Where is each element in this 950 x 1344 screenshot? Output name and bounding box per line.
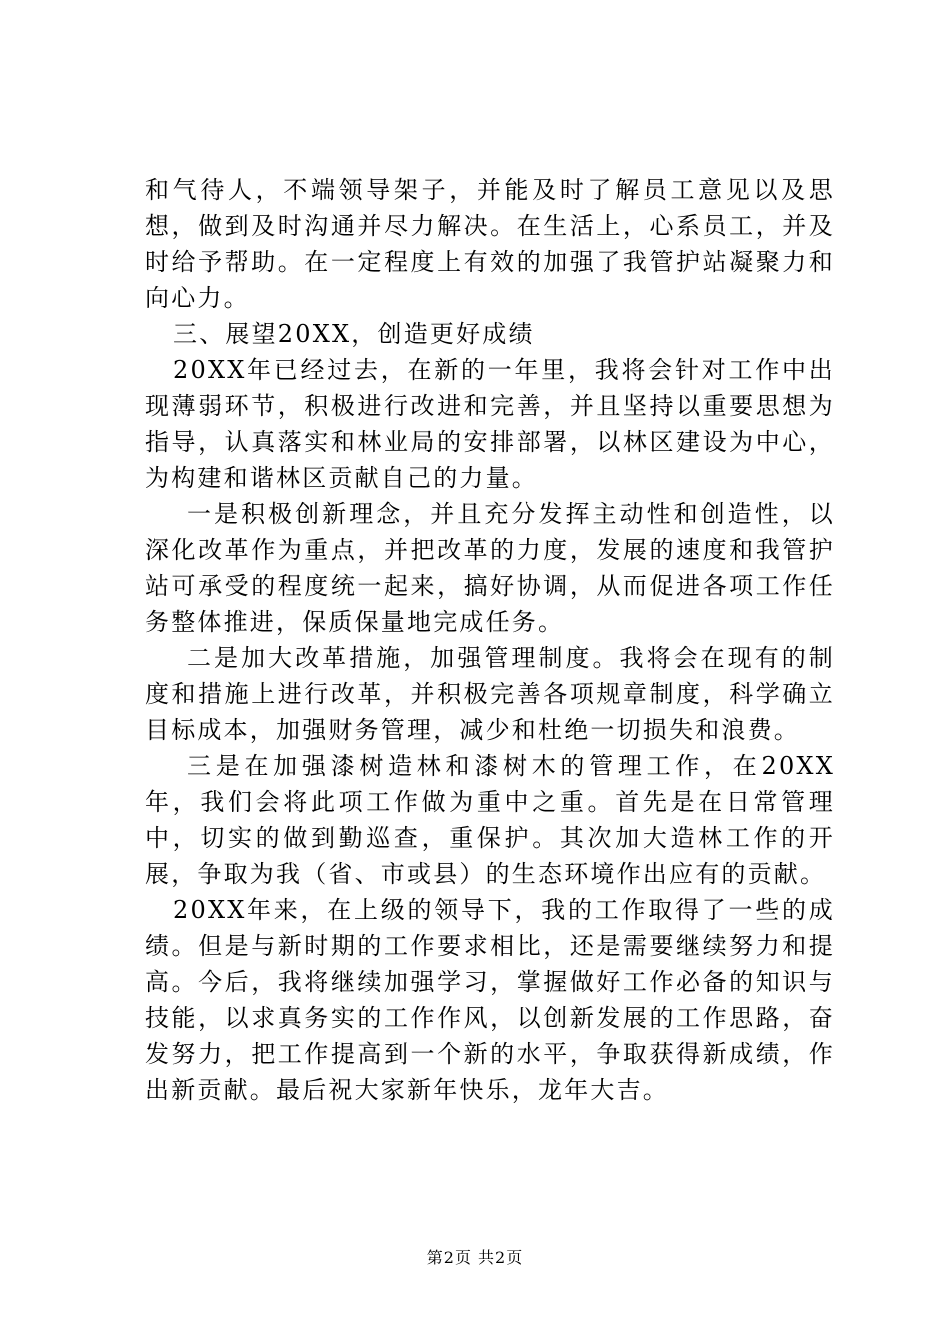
document-body xyxy=(145,172,835,1108)
paragraph-closing: 20XX年来，在上级的领导下，我的工作取得了一些的成绩。但是与新时期的工作要求相比，还是需要继续努力和提高。今后，我将继续加强学习，掌握做好工作必备的知识与技能，以求真务实的工作作风，以创新发展的工作思路，奋发努力，把工作提高到一个新的水平，争取获得新成绩，作出新贡献。最后祝大家新年快乐，龙年大吉。 xyxy=(145,896,835,1104)
paragraph-point-two: 二是加大改革措施，加强管理制度。我将会在现有的制度和措施上进行改革，并积极完善各项规章制度，科学确立目标成本，加强财务管理，减少和杜绝一切损失和浪费。 xyxy=(145,644,835,744)
paragraph-point-one: 一是积极创新理念，并且充分发挥主动性和创造性，以深化改革作为重点，并把改革的力度，发展的速度和我管护站可承受的程度统一起来，搞好协调，从而促进各项工作任务整体推进，保质保量地完成任务。 xyxy=(145,500,835,636)
section-heading-outlook: 三、展望20XX，创造更好成绩 xyxy=(173,320,535,348)
paragraph-point-three: 三是在加强漆树造林和漆树木的管理工作，在20XX年，我们会将此项工作做为重中之重。首先是在日常管理中，切实的做到勤巡查，重保护。其次加大造林工作的开展，争取为我（省、市或县）的生态环境作出应有的贡献。 xyxy=(145,752,835,888)
paragraph-employee-care: 和气待人，不端领导架子，并能及时了解员工意见以及思想，做到及时沟通并尽力解决。在生活上，心系员工，并及时给予帮助。在一定程度上有效的加强了我管护站凝聚力和向心力。 xyxy=(145,176,835,312)
paragraph-new-year-plan: 20XX年已经过去，在新的一年里，我将会针对工作中出现薄弱环节，积极进行改进和完善，并且坚持以重要思想为指导，认真落实和林业局的安排部署，以林区建设为中心，为构建和谐林区贡献自己的力量。 xyxy=(145,356,835,492)
page-number: 第2页 共2页 xyxy=(426,1248,524,1267)
